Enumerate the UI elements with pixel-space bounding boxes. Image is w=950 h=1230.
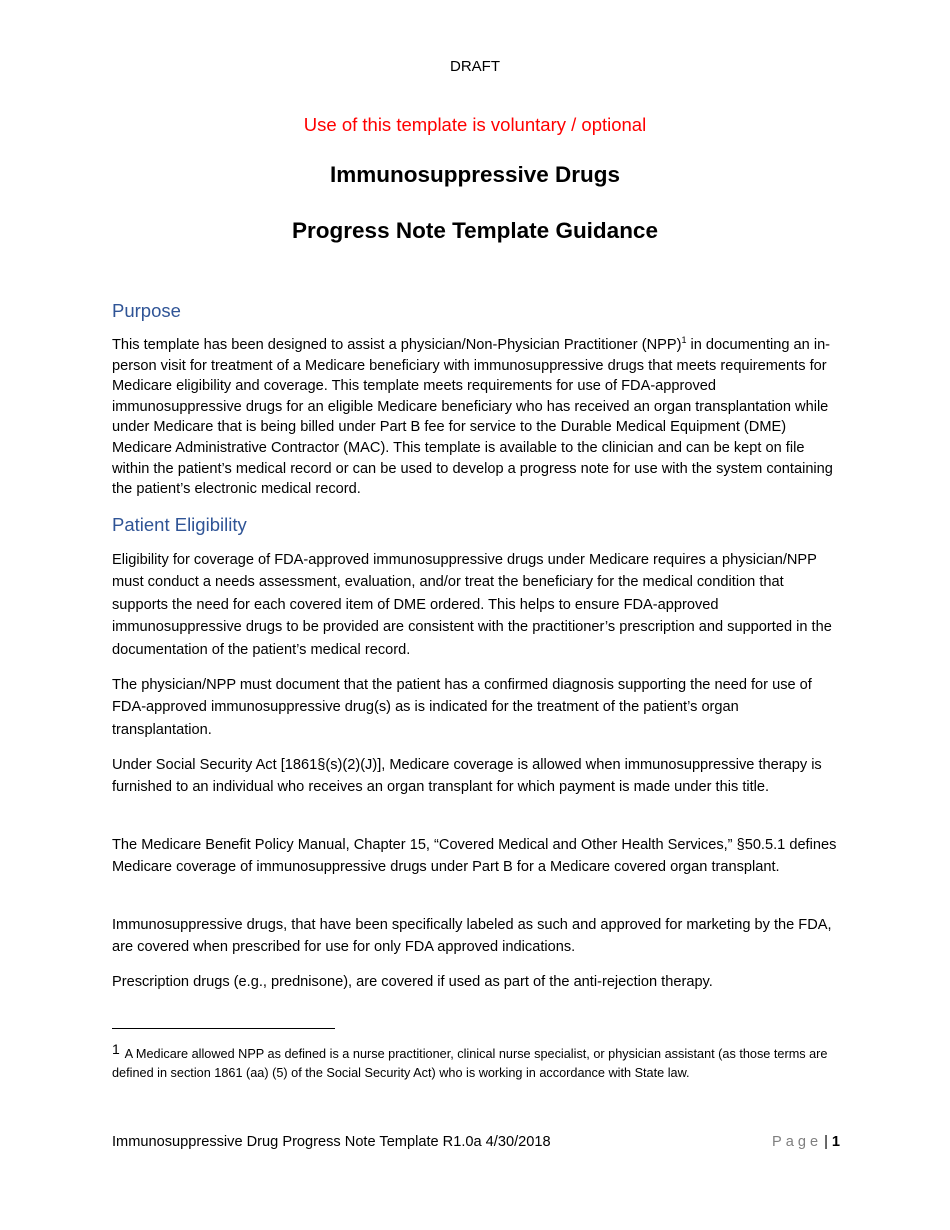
voluntary-notice: Use of this template is voluntary / optional bbox=[303, 114, 647, 135]
footer-document-label: Immunosuppressive Drug Progress Note Template R1.0a 4/30/2018 bbox=[112, 1134, 551, 1150]
purpose-text-end: in documenting an in-person visit for treatment of a Medicare beneficiary with immunosuppressive drugs that meets requirements for Medicare eligibility and coverage. This template meets requirements for use of FDA-approved immunosuppressive drugs for an eligible Medicare beneficiary who has received an organ transplantation while under Medicare that is being billed under Part B fee for service to the Durable Medical Equipment (DME) Medicare Administrative Contractor (MAC). This template is available to the clinician and can be kept on file within the patient’s medical record or can be used to develop a progress note for use with the system containing the patient’s electronic medical record. bbox=[112, 337, 833, 498]
eligibility-heading: Patient Eligibility bbox=[112, 514, 247, 535]
footer-page-indicator bbox=[700, 1134, 840, 1150]
footnote bbox=[112, 1040, 840, 1083]
eligibility-paragraph-4: The Medicare Benefit Policy Manual, Chapter 15, “Covered Medical and Other Health Services,” §50.5.1 defines Medicare coverage of immunosuppressive drugs under Part B for a Medicare covered organ transplant. bbox=[112, 837, 837, 876]
footnote-reference: 1 bbox=[681, 335, 687, 346]
purpose-paragraph bbox=[112, 335, 840, 500]
eligibility-paragraph-3: Under Social Security Act [1861§(s)(2)(J)], Medicare coverage is allowed when immunosuppressive therapy is furnished to an individual who receives an organ transplant for which payment is made under this title. bbox=[112, 757, 822, 796]
purpose-text-start: This template has been designed to assist a physician/Non-Physician Practitioner (NPP) bbox=[112, 337, 682, 353]
purpose-heading: Purpose bbox=[112, 300, 181, 321]
draft-label: DRAFT bbox=[450, 58, 500, 75]
document-title: Immunosuppressive Drugs bbox=[329, 162, 621, 187]
eligibility-paragraph-1: Eligibility for coverage of FDA-approved immunosuppressive drugs under Medicare requires a physician/NPP must conduct a needs assessment, evaluation, and/or treat the beneficiary for the medical condition that supports the need for each covered item of DME ordered. This helps to ensure FDA-approved immunosuppressive drugs to be provided are consistent with the practitioner’s prescription and supported in the documentation of the patient’s medical record. bbox=[112, 552, 832, 658]
eligibility-paragraph-6: Prescription drugs (e.g., prednisone), are covered if used as part of the anti-rejection therapy. bbox=[112, 974, 713, 990]
footer-separator: | bbox=[824, 1134, 828, 1150]
footer-page-word: Page bbox=[771, 1134, 823, 1150]
footer-page-number: 1 bbox=[831, 1134, 840, 1150]
document-subtitle: Progress Note Template Guidance bbox=[292, 218, 658, 243]
footnote-number: 1 bbox=[112, 1041, 120, 1057]
eligibility-paragraph-5: Immunosuppressive drugs, that have been specifically labeled as such and approved for marketing by the FDA, are covered when prescribed for use for only FDA approved indications. bbox=[112, 917, 832, 956]
footnote-text: A Medicare allowed NPP as defined is a nurse practitioner, clinical nurse specialist, or physician assistant (as those terms are defined in section 1861 (aa) (5) of the Social Security Act) who is working in accordance with State law. bbox=[112, 1047, 828, 1080]
eligibility-paragraph-2: The physician/NPP must document that the patient has a confirmed diagnosis supporting the need for use of FDA-approved immunosuppressive drug(s) as is indicated for the treatment of the patient’s organ transplantation. bbox=[112, 677, 812, 738]
footnote-separator bbox=[112, 1028, 335, 1029]
